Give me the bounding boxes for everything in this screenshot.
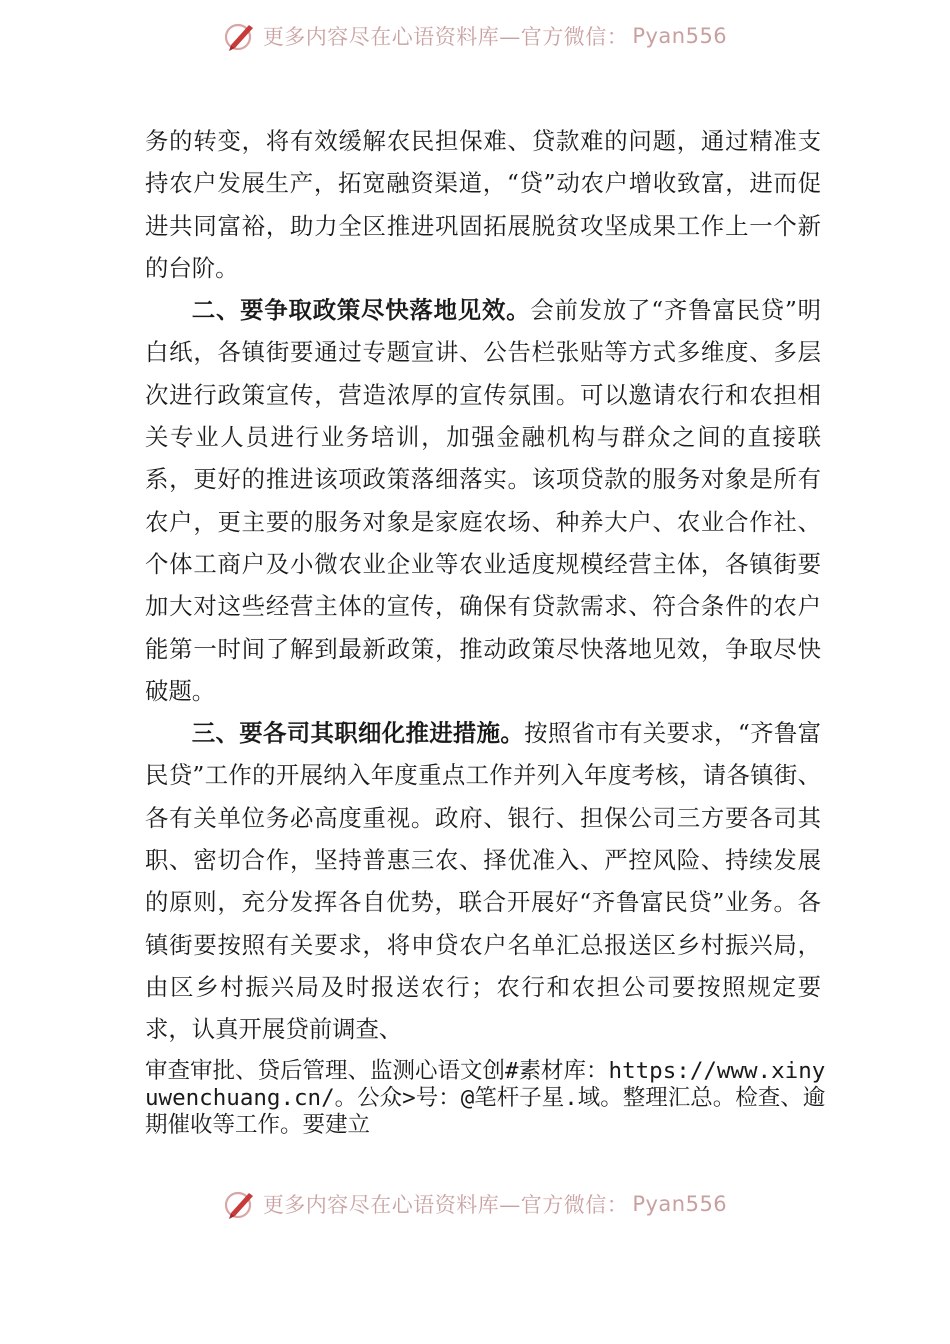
section-heading: 二、要争取政策尽快落地见效。 — [191, 296, 531, 325]
watermark-bottom — [0, 1184, 950, 1224]
document-body — [145, 120, 821, 1051]
pen-logo-icon — [223, 19, 257, 53]
paragraph-2 — [145, 712, 821, 1050]
watermark-wechat-id: Pyan556 — [632, 24, 728, 48]
section-heading: 三、要各司其职细化推进措施。 — [191, 719, 525, 748]
paragraph-0 — [145, 120, 821, 289]
paragraph-text: 会前发放了“齐鲁富民贷”明白纸，各镇街要通过专题宣讲、公告栏张贴等方式多维度、多层次进行政策宣传，营造浓厚的宣传氛围。可以邀请农行和农担相关专业人员进行业务培训，加强金融机构与群众之间的直接联系，更好的推进该项政策落细落实。该项贷款的服务对象是所有农户，更主要的服务对象是家庭农场、种养大户、农业合作社、个体工商户及小微农业企业等农业适度规模经营主体，各镇街要加大对这些经营主体的宣传，确保有贷款需求、符合条件的农户能第一时间了解到最新政策，推动政策尽快落地见效，争取尽快破题。 — [145, 296, 821, 705]
watermark-wechat-id: Pyan556 — [632, 1192, 728, 1216]
watermark-top — [0, 16, 950, 56]
paragraph-text: 按照省市有关要求，“齐鲁富民贷”工作的开展纳入年度重点工作并列入年度考核，请各镇街、各有关单位务必高度重视。政府、银行、担保公司三方要各司其职、密切合作，坚持普惠三农、择优准入、严控风险、持续发展的原则，充分发挥各自优势，联合开展好“齐鲁富民贷”业务。各镇街要按照有关要求，将申贷农户名单汇总报送区乡村振兴局，由区乡村振兴局及时报送农行；农行和农担公司要按照规定要求，认真开展贷前调查、 — [145, 719, 821, 1044]
paragraph-text: 务的转变，将有效缓解农民担保难、贷款难的问题，通过精准支持农户发展生产，拓宽融资渠道，“贷”动农户增收致富，进而促进共同富裕，助力全区推进巩固拓展脱贫攻坚成果工作上一个新的台阶。 — [145, 127, 821, 282]
paragraph-tail: 审查审批、贷后管理、监测心语文创#素材库：https://www.xinyuwenchuang.cn/。公众>号：@笔杆子星.域。整理汇总。检查、逾期催收等工作。要建立 — [145, 1058, 826, 1138]
paragraph-1 — [145, 289, 821, 712]
watermark-text: 更多内容尽在心语资料库—官方微信： — [262, 25, 629, 49]
pen-logo-icon — [223, 1187, 257, 1221]
watermark-text: 更多内容尽在心语资料库—官方微信： — [262, 1193, 629, 1217]
